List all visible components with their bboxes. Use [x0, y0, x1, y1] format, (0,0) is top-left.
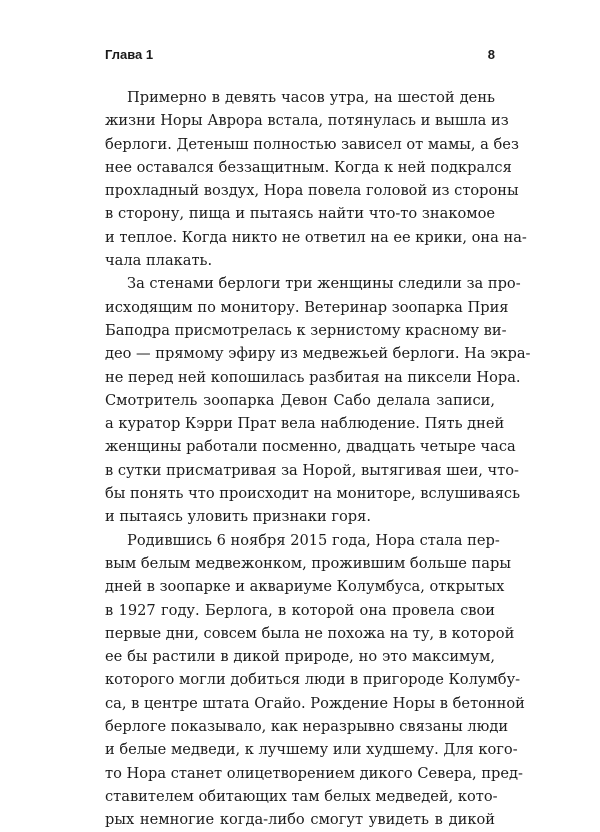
text-line: Примерно в девять часов утра, на шестой день — [127, 89, 495, 106]
text-line: Родившись 6 ноября 2015 года, Нора стала пер- — [127, 531, 500, 549]
paragraph — [105, 529, 525, 832]
text-line: нее оставался беззащитным. Когда к ней подкрался — [105, 158, 512, 176]
body-text — [105, 86, 531, 832]
text-line: рых немногие когда-либо смогут увидеть в дикой — [105, 811, 495, 829]
text-line: и пытаясь уловить признаки горя. — [105, 508, 371, 526]
text-line: прохладный воздух, Нора повела головой из стороны — [105, 182, 519, 200]
text-line: берлоги. Детеныш полностью зависел от мамы, а без — [105, 135, 519, 153]
text-line: первые дни, совсем была не похожа на ту, в которой — [105, 624, 515, 642]
chapter-label: Глава 1 — [105, 47, 154, 62]
text-line: в 1927 году. Берлога, в которой она провела свои — [105, 601, 495, 619]
text-line: в сутки присматривая за Норой, вытягивая шеи, что- — [105, 461, 519, 479]
text-line: ставителем обитающих там белых медведей, кото- — [105, 787, 498, 805]
text-line: не перед ней копошилась разбитая на пиксели Нора. — [105, 368, 521, 386]
running-header — [105, 47, 495, 67]
paragraph — [105, 86, 527, 272]
page-number: 8 — [487, 47, 495, 62]
text-line: и белые медведи, к лучшему или худшему. Для кого- — [105, 741, 518, 759]
text-line: дней в зоопарке и аквариуме Колумбуса, открытых — [105, 578, 505, 596]
text-line: и теплое. Когда никто не ответил на ее крики, она на- — [105, 228, 527, 246]
text-line: вым белым медвежонком, прожившим больше пары — [105, 554, 511, 572]
text-line: жизни Норы Аврора встала, потянулась и вышла из — [105, 112, 509, 130]
text-line: исходящим по монитору. Ветеринар зоопарка Прия — [105, 298, 509, 316]
text-line: которого могли добиться люди в пригороде Колумбу- — [105, 671, 521, 689]
paragraph — [105, 272, 531, 528]
text-line: чала плакать. — [105, 252, 213, 270]
text-line: бы понять что происходит на мониторе, вслушиваясь — [105, 485, 521, 503]
text-line: са, в центре штата Огайо. Рождение Норы в бетонной — [105, 694, 525, 712]
text-line: За стенами берлоги три женщины следили за про- — [127, 275, 521, 293]
text-line: то Нора станет олицетворением дикого Севера, пред- — [105, 764, 523, 782]
text-line: женщины работали посменно, двадцать четыре часа — [105, 438, 516, 456]
text-line: а куратор Кэрри Прат вела наблюдение. Пять дней — [105, 415, 505, 433]
text-line: део — прямому эфиру из медвежьей берлоги. На экра- — [105, 345, 531, 363]
text-line: Смотритель зоопарка Девон Сабо делала записи, — [105, 391, 495, 409]
text-line: ее бы растили в дикой природе, но это максимум, — [105, 648, 495, 666]
text-line: берлоге показывало, как неразрывно связаны люди — [105, 718, 509, 736]
text-line: в сторону, пища и пытаясь найти что-то знакомое — [105, 205, 495, 223]
text-line: Баподра присмотрелась к зернистому красному ви- — [105, 321, 507, 339]
